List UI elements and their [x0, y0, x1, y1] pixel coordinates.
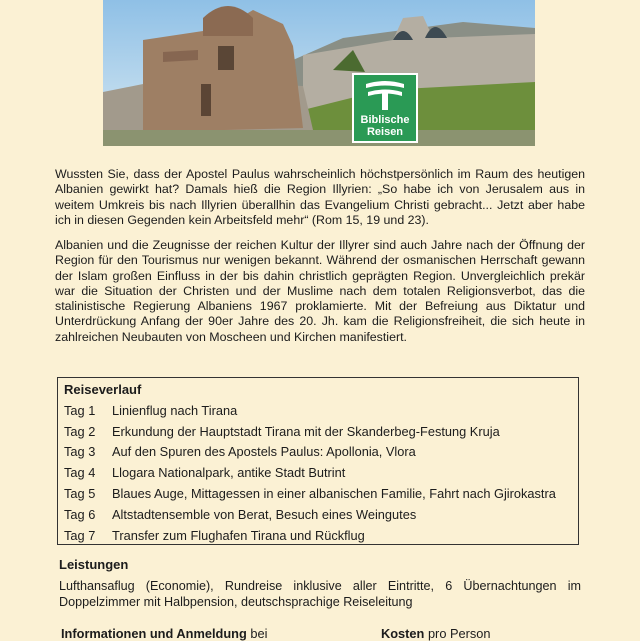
info-suffix: bei: [250, 626, 268, 641]
itinerary-day: Tag 3: [64, 444, 96, 460]
itinerary-day: Tag 6: [64, 506, 96, 522]
intro-paragraph-1: Wussten Sie, dass der Apostel Paulus wahrscheinlich höchstpersönlich im Raum des heutigen Albanien gewirkt hat? Damals hieß die Region Illyrien: „So habe ich von Jerusalem aus in weitem Umkreis bis nach Illyrien überallhin das Evangelium Christi gebracht... Jetzt aber habe ich in diesen Gegenden kein Arbeitsfeld mehr“ (Rom 15, 19 und 23).: [55, 167, 585, 227]
services-title: Leistungen: [59, 557, 129, 572]
itinerary-day: Tag 7: [64, 527, 96, 543]
itinerary-text: Transfer zum Flughafen Tirana und Rückflug: [112, 527, 365, 543]
itinerary-row: [64, 421, 570, 442]
itinerary-day: Tag 2: [64, 423, 96, 439]
itinerary-text: Blaues Auge, Mittagessen in einer albanischen Familie, Fahrt nach Gjirokastra: [112, 486, 556, 502]
itinerary-day: Tag 4: [64, 465, 96, 481]
itinerary-row: [64, 525, 570, 546]
itinerary-row: [64, 442, 570, 463]
info-label: Informationen und Anmeldung: [61, 626, 247, 641]
services-text: Lufthansaflug (Economie), Rundreise inklusive aller Eintritte, 6 Übernachtungen im Doppelzimmer mit Halbpension, deutschsprachige Reiseleitung: [59, 579, 581, 609]
header-photo: [103, 0, 535, 146]
itinerary-text: Altstadtensemble von Berat, Besuch eines Weingutes: [112, 506, 417, 522]
itinerary-day: Tag 5: [64, 486, 96, 502]
logo-mark-icon: [364, 80, 406, 110]
itinerary-row: [64, 504, 570, 525]
logo-text-line1: Biblische: [360, 114, 410, 126]
logo-text-line2: Reisen: [366, 126, 404, 138]
itinerary-box: [57, 377, 579, 545]
itinerary-row: [64, 400, 570, 421]
itinerary-day: Tag 1: [64, 402, 96, 418]
intro-paragraph-2: Albanien und die Zeugnisse der reichen Kultur der Illyrer sind auch Jahre nach der Öffnung der Region für den Tourismus nur wenigen bekannt. Während der osmanischen Herrschaft gewann der Islam großen Einfluss in der bis dahin christlich geprägten Region. Unvergleichlich prekär war die Situation der Christen und der Muslime nach dem totalen Religionsverbot, das die stalinistische Regierung Albaniens 1967 proklamierte. Mit der Befreiung aus Diktatur und Unterdrückung Anfang der 90er Jahre des 20. Jh. kam die Religionsfreiheit, die sich heute in zahlreichen Neubauten von Moscheen und Kirchen manifestiert.: [55, 238, 585, 344]
cost-heading: [381, 626, 491, 641]
itinerary-title: Reiseverlauf: [64, 382, 142, 397]
itinerary-text: Llogara Nationalpark, antike Stadt Butrint: [112, 465, 346, 481]
cost-suffix: pro Person: [427, 626, 491, 641]
itinerary-row: [64, 483, 570, 504]
itinerary-text: Auf den Spuren des Apostels Paulus: Apollonia, Vlora: [112, 444, 416, 460]
cost-label: Kosten: [381, 626, 425, 641]
fortress-church-image: [103, 0, 535, 146]
info-heading: [61, 626, 267, 641]
itinerary-text: Linienflug nach Tirana: [112, 402, 238, 418]
biblische-reisen-logo: [352, 73, 418, 143]
itinerary-text: Erkundung der Hauptstadt Tirana mit der Skanderbeg-Festung Kruja: [112, 423, 500, 439]
itinerary-row: [64, 462, 570, 483]
